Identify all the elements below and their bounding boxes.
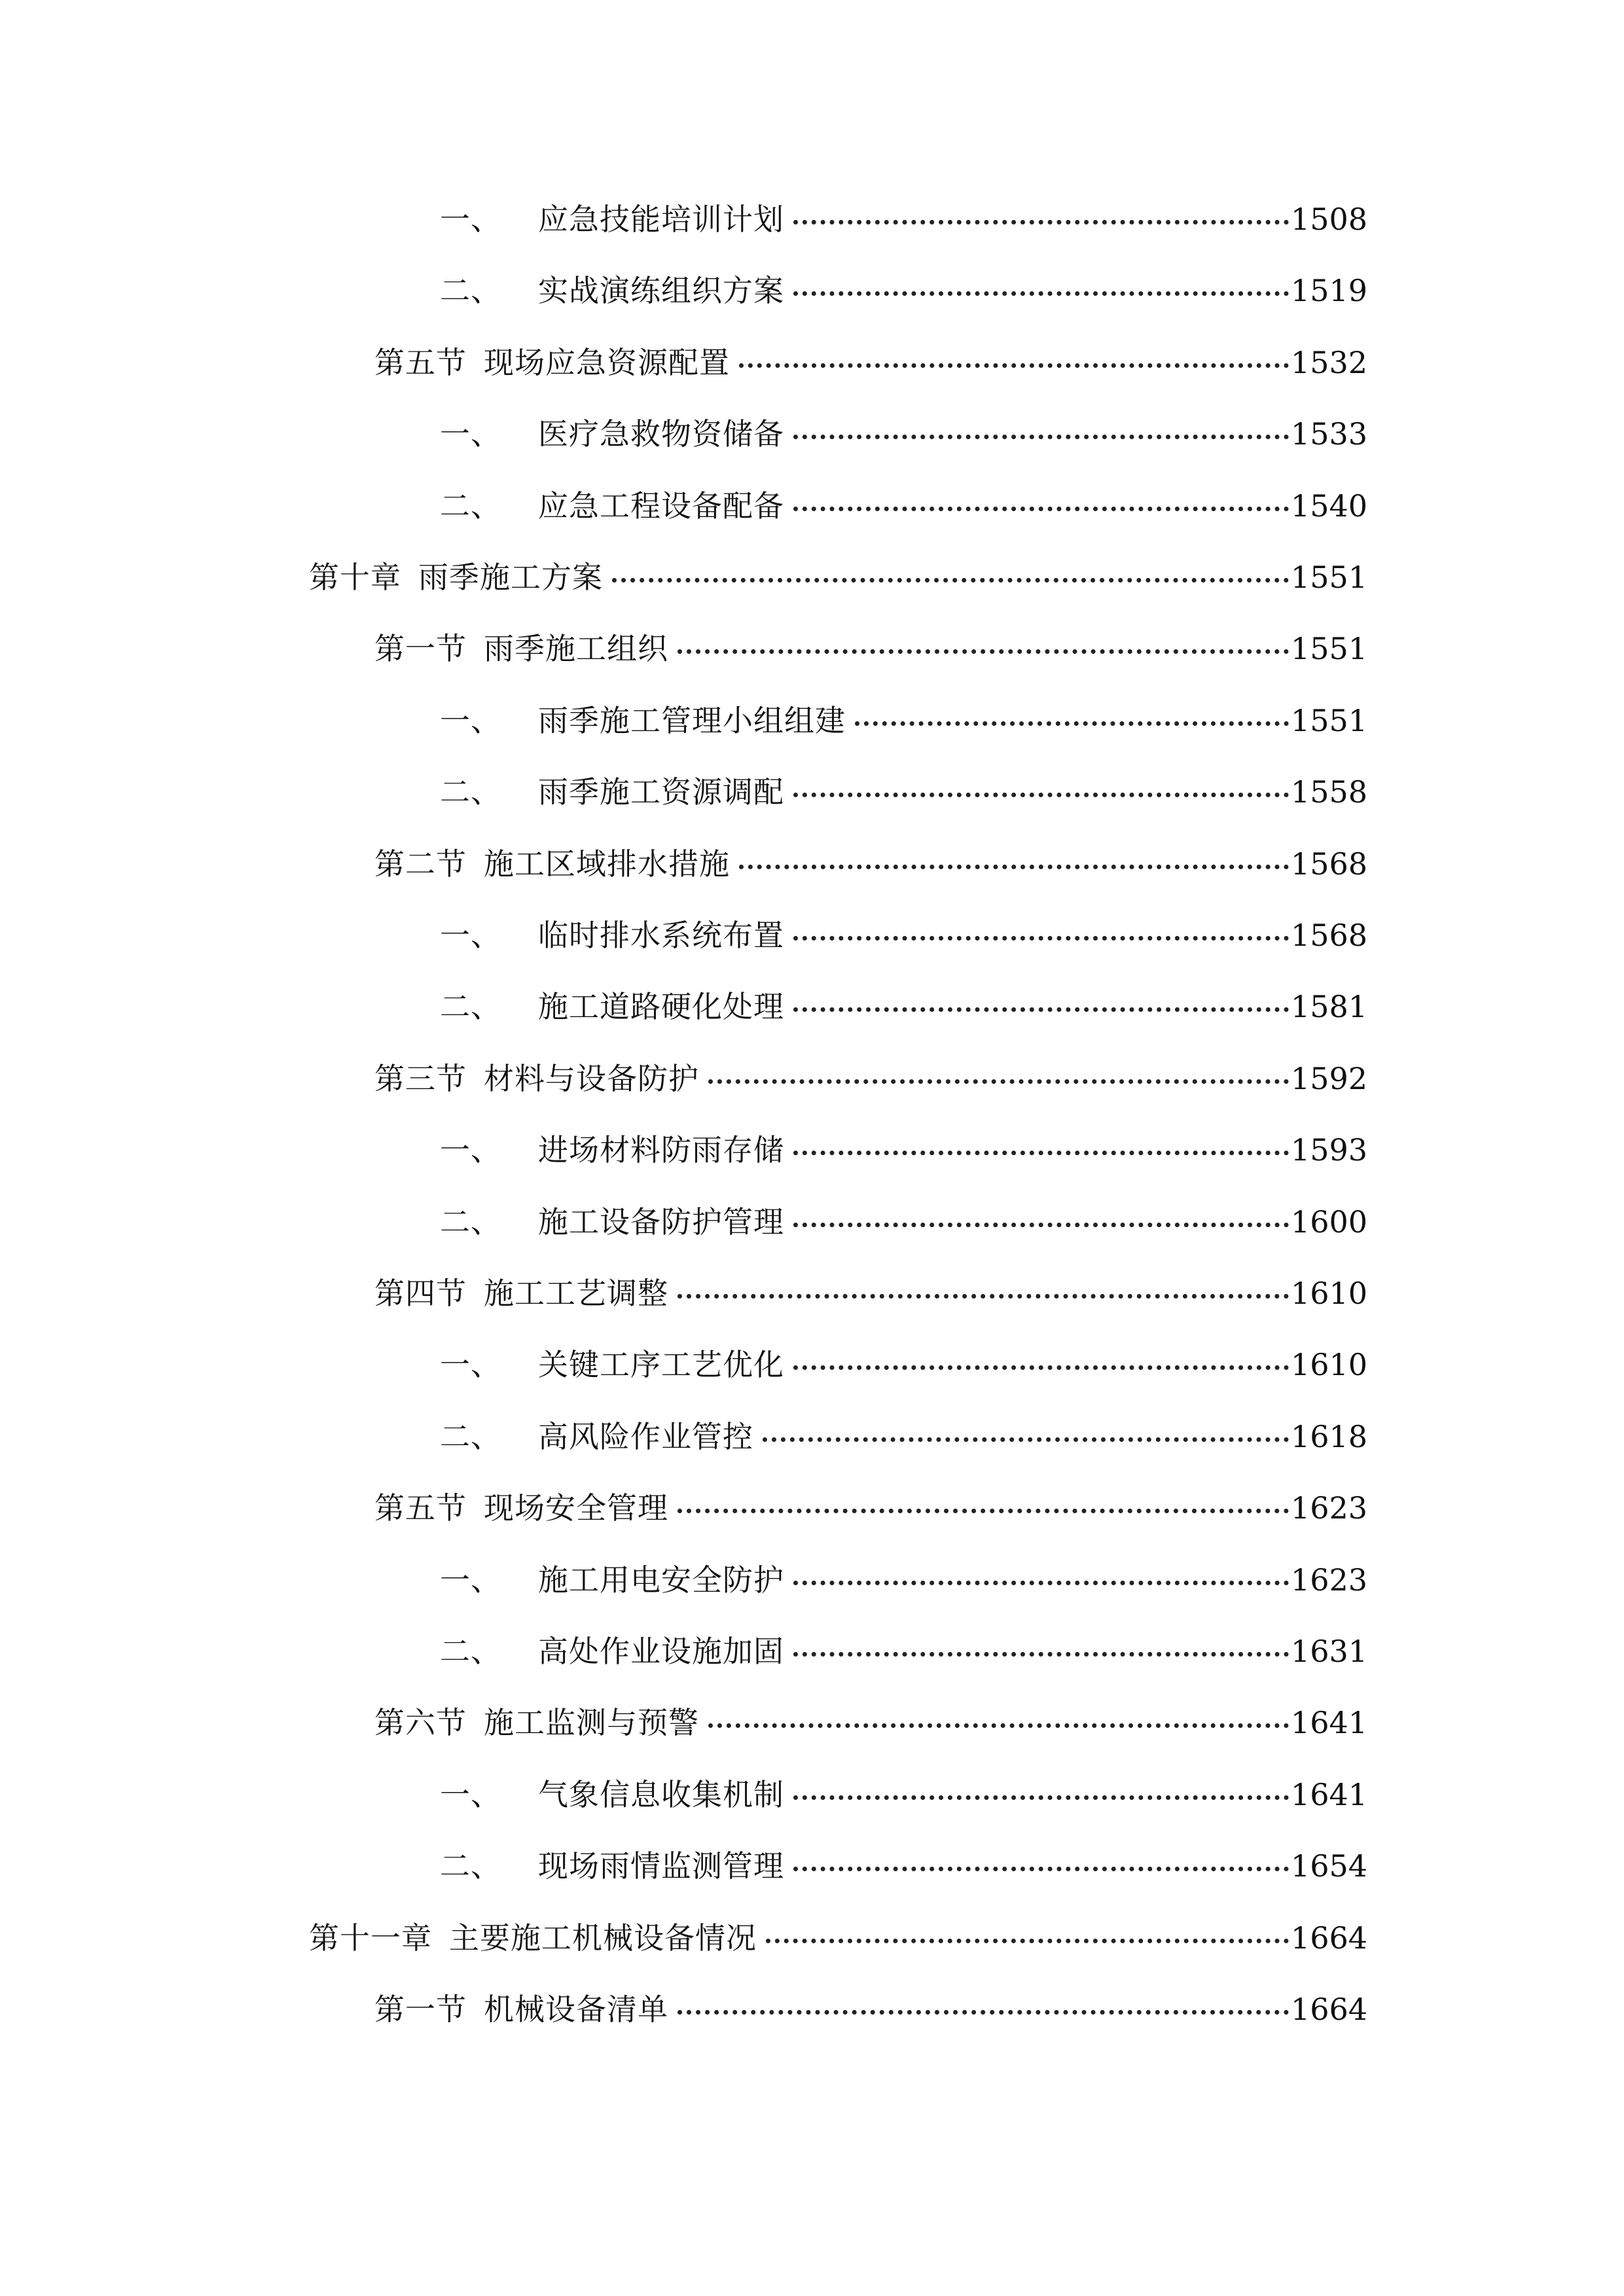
toc-entry-page-number: 1558: [1290, 774, 1367, 810]
toc-entry-number: 第一节: [374, 631, 467, 666]
toc-entry[interactable]: [0, 336, 1624, 389]
toc-entry-heading: [440, 980, 784, 1033]
toc-entry-number: 一、: [440, 1347, 501, 1382]
toc-leader-dots: [793, 936, 1289, 941]
toc-entry-number: 二、: [440, 1848, 501, 1884]
toc-leader-dots: [766, 1939, 1289, 1943]
toc-entry-page-number: 1551: [1290, 703, 1367, 738]
toc-entry-title: 施工工艺调整: [484, 1276, 668, 1311]
toc-entry-number: 第二节: [374, 846, 467, 882]
toc-entry-title: 雨季施工方案: [418, 560, 603, 595]
toc-entry-title: 医疗急救物资储备: [538, 416, 784, 452]
toc-entry-page-number: 1610: [1290, 1276, 1367, 1311]
toc-entry[interactable]: [0, 1410, 1624, 1463]
toc-entry[interactable]: [0, 1482, 1624, 1534]
toc-leader-dots: [739, 363, 1289, 368]
toc-entry-heading: [374, 1696, 699, 1749]
toc-entry-title: 施工监测与预警: [484, 1705, 699, 1740]
toc-entry[interactable]: [0, 264, 1624, 317]
toc-leader-dots: [793, 1867, 1289, 1871]
toc-entry-title: 机械设备清单: [484, 1992, 668, 2027]
toc-entry-heading: [440, 1410, 753, 1463]
toc-entry-title: 现场安全管理: [484, 1490, 668, 1526]
toc-entry-page-number: 1551: [1290, 560, 1367, 595]
toc-entry-heading: [309, 551, 603, 603]
toc-entry-heading: [309, 1912, 757, 1964]
toc-entry-title: 雨季施工资源调配: [538, 774, 784, 810]
toc-leader-dots: [793, 435, 1289, 439]
toc-leader-dots: [793, 793, 1289, 797]
toc-entry-page-number: 1654: [1290, 1848, 1367, 1884]
toc-entry-title: 施工设备防护管理: [538, 1204, 784, 1240]
toc-entry[interactable]: [0, 193, 1624, 245]
toc-entry-page-number: 1641: [1290, 1777, 1367, 1812]
toc-entry-heading: [374, 1482, 668, 1534]
toc-entry[interactable]: [0, 622, 1624, 675]
toc-entry-title: 关键工序工艺优化: [538, 1347, 784, 1382]
toc-entry-page-number: 1641: [1290, 1705, 1367, 1740]
toc-entry[interactable]: [0, 1625, 1624, 1677]
toc-entry-page-number: 1508: [1290, 202, 1367, 237]
toc-entry-page-number: 1519: [1290, 273, 1367, 308]
toc-entry-number: 第十一章: [309, 1920, 432, 1956]
toc-entry-title: 主要施工机械设备情况: [449, 1920, 757, 1956]
toc-entry-heading: [440, 1196, 784, 1248]
toc-entry[interactable]: [0, 1124, 1624, 1176]
toc-leader-dots: [708, 1723, 1289, 1728]
toc-leader-dots: [855, 721, 1289, 726]
toc-entry-page-number: 1592: [1290, 1061, 1367, 1096]
toc-entry-page-number: 1618: [1290, 1419, 1367, 1454]
toc-entry-heading: [440, 408, 784, 460]
toc-leader-dots: [677, 1509, 1289, 1513]
toc-entry[interactable]: [0, 1196, 1624, 1248]
toc-leader-dots: [612, 578, 1289, 583]
toc-entry-number: 一、: [440, 918, 501, 953]
toc-entry-title: 施工道路硬化处理: [538, 989, 784, 1024]
toc-entry-title: 雨季施工管理小组组建: [538, 703, 846, 738]
toc-entry-title: 实战演练组织方案: [538, 273, 784, 308]
toc-leader-dots: [763, 1437, 1289, 1442]
toc-entry-heading: [440, 1840, 784, 1892]
toc-leader-dots: [677, 649, 1289, 654]
toc-entry-heading: [440, 766, 784, 818]
toc-entry[interactable]: [0, 766, 1624, 818]
toc-entry-heading: [374, 1267, 668, 1319]
toc-entry-heading: [440, 1768, 784, 1821]
toc-leader-dots: [793, 1223, 1289, 1227]
toc-entry-page-number: 1551: [1290, 631, 1367, 666]
toc-entry-page-number: 1581: [1290, 989, 1367, 1024]
toc-entry-heading: [440, 909, 784, 961]
toc-entry-title: 施工区域排水措施: [484, 846, 730, 882]
toc-entry-page-number: 1532: [1290, 345, 1367, 380]
toc-entry-heading: [440, 480, 784, 532]
toc-entry-page-number: 1610: [1290, 1347, 1367, 1382]
toc-entry-number: 二、: [440, 1204, 501, 1240]
toc-entry-heading: [440, 1338, 784, 1391]
toc-entry[interactable]: [0, 980, 1624, 1033]
toc-entry-heading: [440, 1625, 784, 1677]
toc-entry-heading: [374, 336, 730, 389]
toc-entry-number: 一、: [440, 416, 501, 452]
toc-leader-dots: [708, 1079, 1289, 1084]
toc-leader-dots: [793, 1795, 1289, 1800]
toc-entry-title: 气象信息收集机制: [538, 1777, 784, 1812]
toc-entry-number: 二、: [440, 273, 501, 308]
toc-entry-title: 高风险作业管控: [538, 1419, 753, 1454]
toc-entry-number: 二、: [440, 989, 501, 1024]
toc-leader-dots: [793, 1581, 1289, 1585]
toc-leader-dots: [793, 1652, 1289, 1657]
toc-entry[interactable]: [0, 1338, 1624, 1391]
toc-entry-number: 一、: [440, 703, 501, 738]
toc-entry[interactable]: [0, 1768, 1624, 1821]
toc-entry-page-number: 1664: [1290, 1920, 1367, 1956]
toc-entry-title: 施工用电安全防护: [538, 1562, 784, 1598]
toc-entry-number: 第四节: [374, 1276, 467, 1311]
toc-leader-dots: [677, 2010, 1289, 2015]
toc-entry-number: 二、: [440, 1419, 501, 1454]
toc-entry[interactable]: [0, 838, 1624, 890]
toc-entry-heading: [440, 193, 784, 245]
toc-entry-heading: [374, 622, 668, 675]
toc-entry-number: 第三节: [374, 1061, 467, 1096]
toc-leader-dots: [793, 1007, 1289, 1012]
toc-entry-number: 第十章: [309, 560, 401, 595]
toc-entry-heading: [440, 1124, 784, 1176]
toc-entry-title: 现场应急资源配置: [484, 345, 730, 380]
toc-entry-page-number: 1568: [1290, 846, 1367, 882]
toc-entry-heading: [440, 264, 784, 317]
toc-entry-heading: [440, 1554, 784, 1606]
toc-entry-number: 二、: [440, 488, 501, 524]
toc-entry-number: 二、: [440, 774, 501, 810]
toc-entry-title: 应急技能培训计划: [538, 202, 784, 237]
toc-entry-heading: [440, 694, 846, 747]
toc-leader-dots: [793, 1365, 1289, 1370]
toc-entry[interactable]: [0, 1052, 1624, 1105]
toc-leader-dots: [793, 1151, 1289, 1155]
toc-entry-page-number: 1600: [1290, 1204, 1367, 1240]
toc-entry[interactable]: [0, 1840, 1624, 1892]
toc-entry-title: 现场雨情监测管理: [538, 1848, 784, 1884]
toc-entry-page-number: 1568: [1290, 918, 1367, 953]
toc-entry[interactable]: [0, 1983, 1624, 2036]
toc-entry-heading: [374, 838, 730, 890]
toc-entry-title: 雨季施工组织: [484, 631, 668, 666]
toc-entry-page-number: 1623: [1290, 1562, 1367, 1598]
toc-leader-dots: [793, 507, 1289, 511]
toc-entry[interactable]: [0, 694, 1624, 747]
toc-entry-number: 一、: [440, 1562, 501, 1598]
toc-entry[interactable]: [0, 909, 1624, 961]
toc-leader-dots: [793, 291, 1289, 296]
toc-entry-page-number: 1631: [1290, 1634, 1367, 1669]
toc-entry-number: 一、: [440, 1777, 501, 1812]
toc-entry[interactable]: [0, 551, 1624, 603]
toc-entry-title: 高处作业设施加固: [538, 1634, 784, 1669]
toc-entry-number: 二、: [440, 1634, 501, 1669]
toc-entry-number: 一、: [440, 202, 501, 237]
toc-entry-page-number: 1664: [1290, 1992, 1367, 2027]
toc-entry-title: 应急工程设备配备: [538, 488, 784, 524]
toc-leader-dots: [677, 1294, 1289, 1299]
toc-entry-page-number: 1533: [1290, 416, 1367, 452]
toc-entry-page-number: 1593: [1290, 1132, 1367, 1168]
toc-entry[interactable]: [0, 1554, 1624, 1606]
toc-entry-heading: [374, 1052, 699, 1105]
toc-entry[interactable]: [0, 1912, 1624, 1964]
toc-entry-number: 一、: [440, 1132, 501, 1168]
toc-entry-number: 第五节: [374, 1490, 467, 1526]
toc-entry[interactable]: [0, 408, 1624, 460]
toc-entry-page-number: 1540: [1290, 488, 1367, 524]
toc-entry[interactable]: [0, 1696, 1624, 1749]
toc-entry-page-number: 1623: [1290, 1490, 1367, 1526]
toc-entry[interactable]: [0, 1267, 1624, 1319]
toc-leader-dots: [793, 220, 1289, 224]
toc-entry-number: 第一节: [374, 1992, 467, 2027]
toc-entry-title: 材料与设备防护: [484, 1061, 699, 1096]
toc-entry-title: 进场材料防雨存储: [538, 1132, 784, 1168]
toc-leader-dots: [739, 865, 1289, 869]
toc-entry-heading: [374, 1983, 668, 2036]
toc-entry-number: 第五节: [374, 345, 467, 380]
toc-entry-title: 临时排水系统布置: [538, 918, 784, 953]
toc-entry[interactable]: [0, 480, 1624, 532]
toc-entry-number: 第六节: [374, 1705, 467, 1740]
